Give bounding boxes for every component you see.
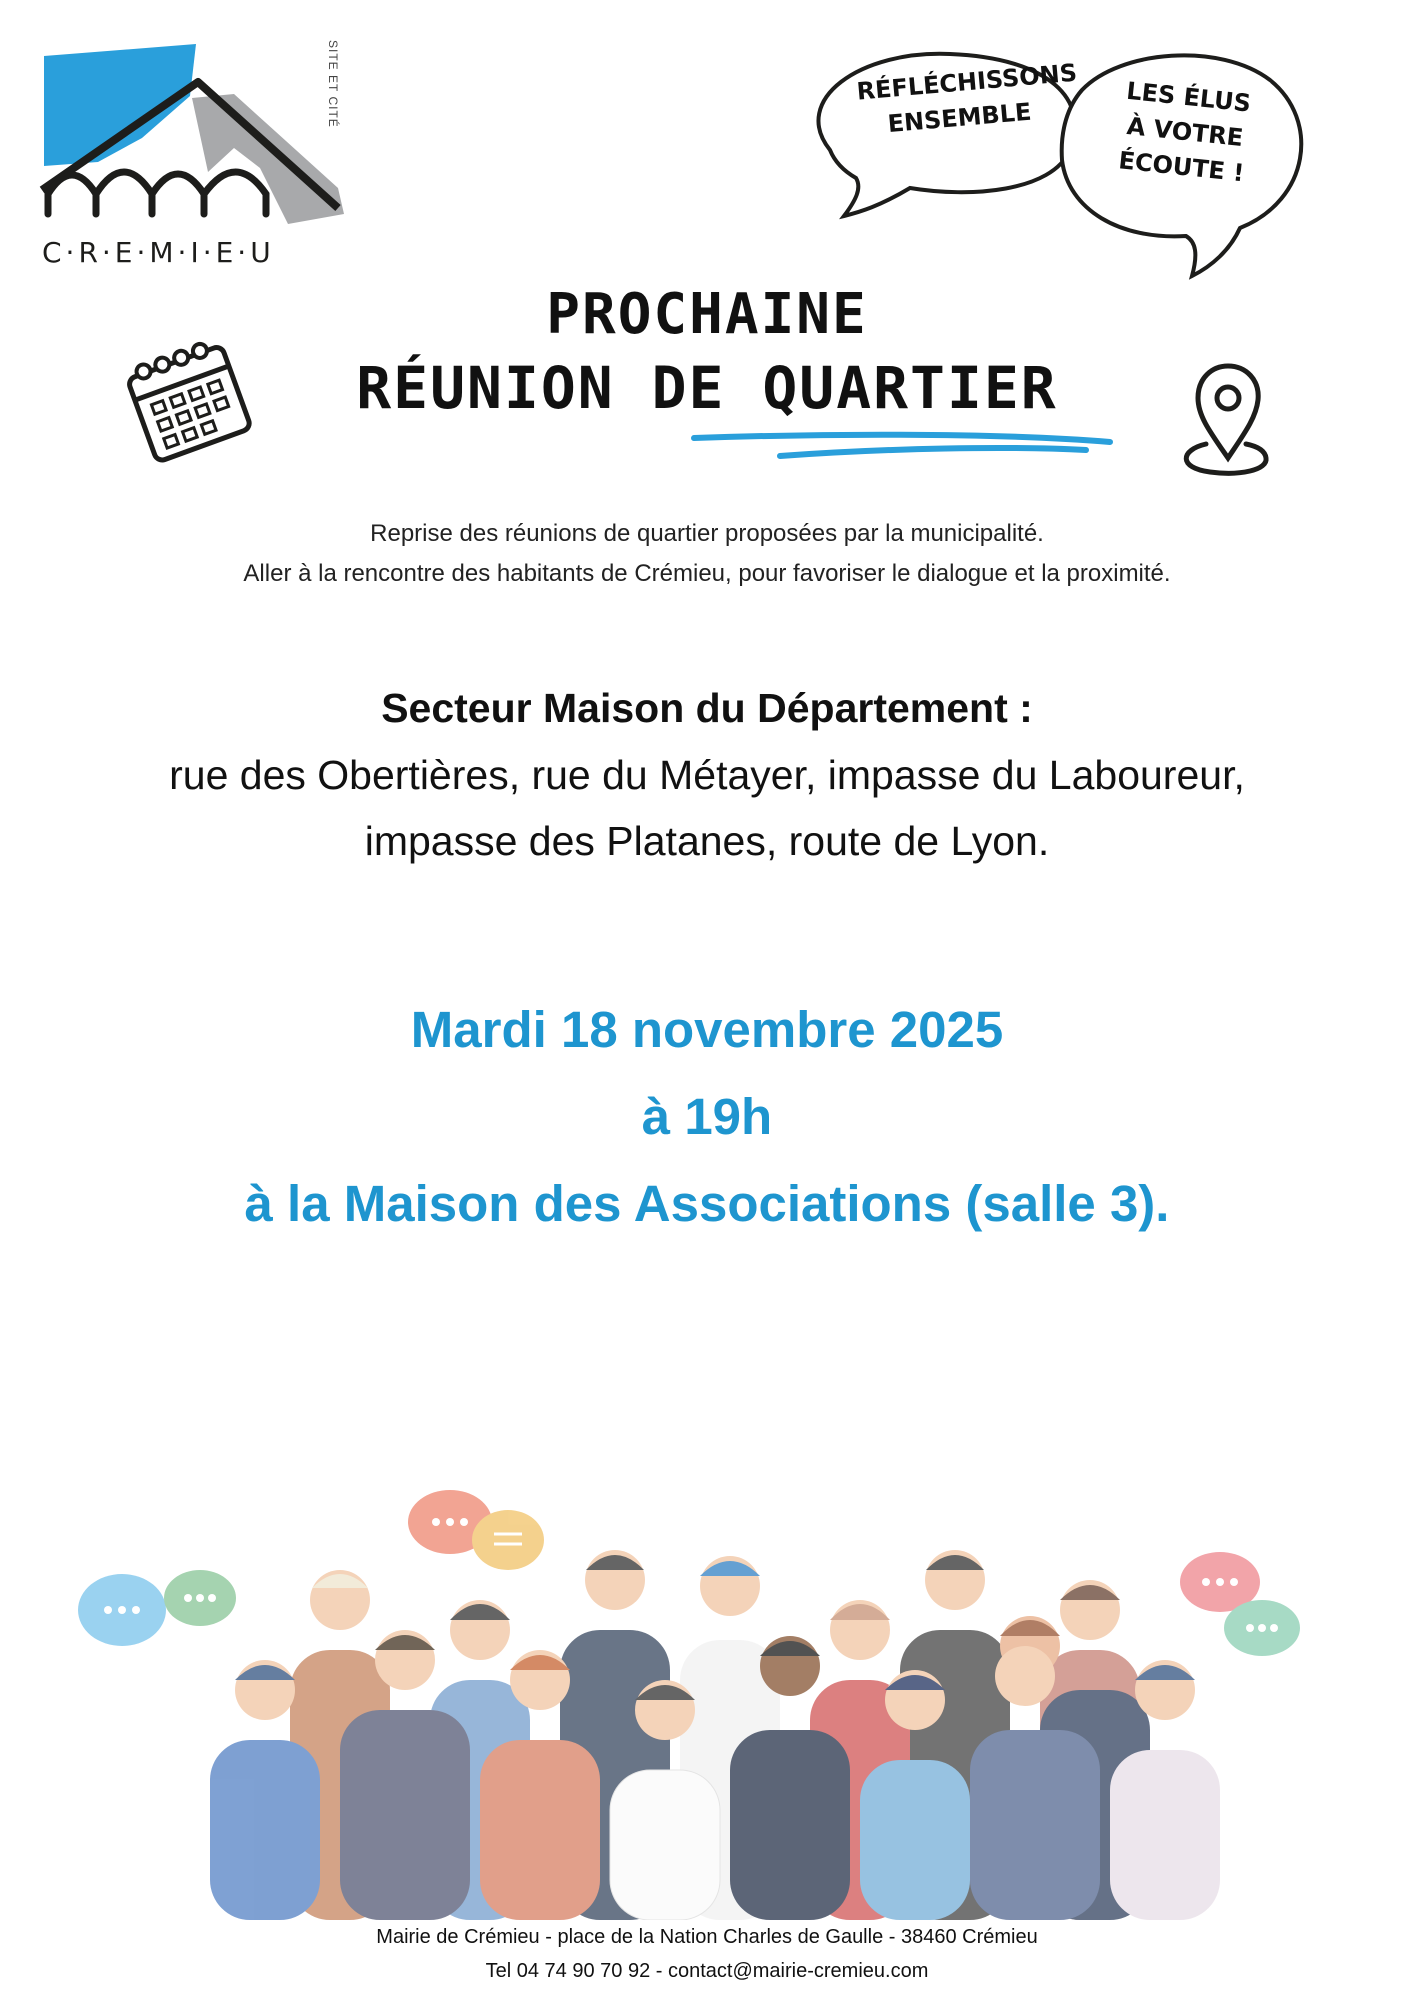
footer-contact: Tel 04 74 90 70 92 - contact@mairie-cremieu.com <box>485 1960 929 1982</box>
event-place: à la Maison des Associations (salle 3). <box>244 1175 1170 1232</box>
title-underline <box>690 428 1120 464</box>
event-time: à 19h <box>641 1088 773 1145</box>
streets-line-2: impasse des Platanes, route de Lyon. <box>364 818 1050 864</box>
title-line-1: PROCHAINE <box>546 282 868 347</box>
bubble-right-text: LES ÉLUS À VOTRE ÉCOUTE ! <box>1117 76 1253 187</box>
bubble-left-text: RÉFLÉCHISSONS ENSEMBLE <box>855 58 1079 138</box>
logo-wordmark: C·R·E·M·I·E·U <box>42 236 275 269</box>
title-line-2: RÉUNION DE QUARTIER <box>356 354 1058 422</box>
streets-line-1: rue des Obertières, rue du Métayer, impasse du Laboureur, <box>169 752 1245 798</box>
intro-line-1: Reprise des réunions de quartier proposées par la municipalité. <box>370 520 1044 547</box>
intro-line-2: Aller à la rencontre des habitants de Crémieu, pour favoriser le dialogue et la proximité. <box>243 560 1171 587</box>
speech-bubble-icon <box>78 1490 1300 1656</box>
footer-address: Mairie de Crémieu - place de la Nation Charles de Gaulle - 38460 Crémieu <box>376 1926 1038 1948</box>
sector-heading: Secteur Maison du Département : <box>381 685 1033 731</box>
crowd-illustration <box>0 1480 1414 1920</box>
event-date: Mardi 18 novembre 2025 <box>410 1001 1004 1058</box>
logo-tagline: SITE ET CITÉ <box>326 40 340 128</box>
